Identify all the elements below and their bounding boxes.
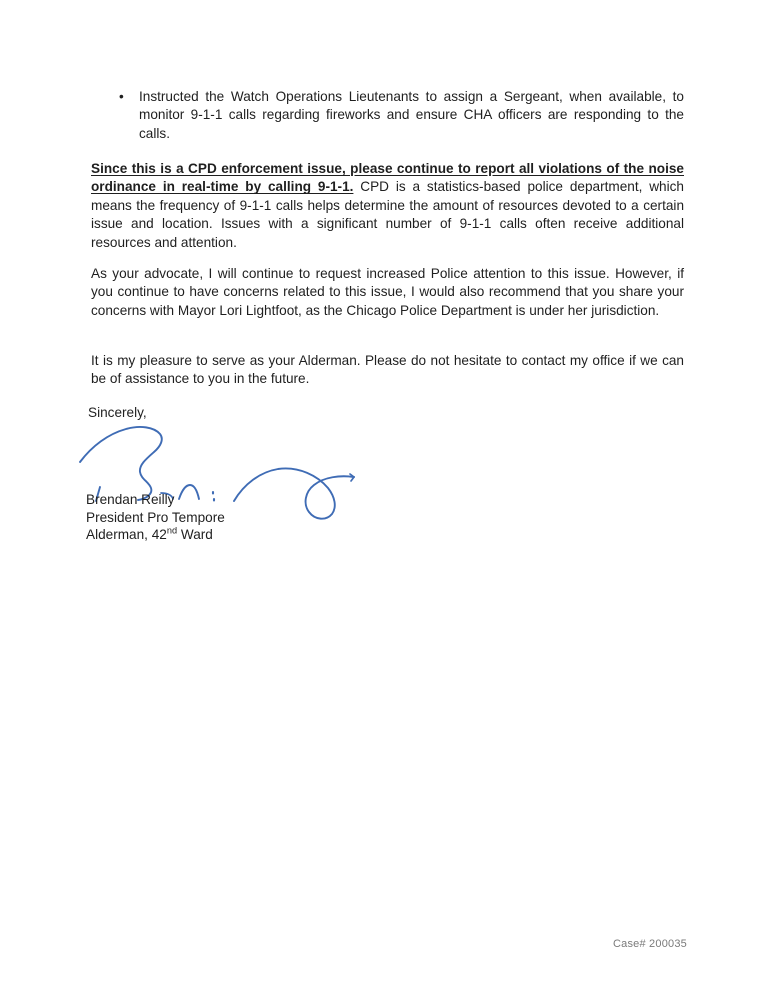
bullet-marker-icon: • (119, 89, 124, 104)
signer-ward (86, 526, 225, 544)
case-number-footer: Case# 200035 (613, 938, 687, 950)
bullet-item-text: Instructed the Watch Operations Lieutenants to assign a Sergeant, when available, to monitor 9-1-1 calls regarding fireworks and ensure CHA officers are responding to the calls. (139, 89, 684, 141)
enforcement-lead-emphasis: Since this is a CPD enforcement issue, please continue to report all violations of the noise ordinance in real-time by calling 9-1-1. (91, 161, 684, 195)
signer-title: President Pro Tempore (86, 509, 225, 525)
ward-suffix: Ward (177, 527, 213, 543)
closing-salutation: Sincerely, (88, 405, 147, 420)
paragraph-enforcement (91, 160, 684, 252)
signer-name: Brendan Reilly (86, 492, 175, 507)
bullet-list (118, 88, 684, 143)
enforcement-body-text: CPD is a statistics-based police department, which means the frequency of 9-1-1 calls helps determine the amount of resources devoted to a certain issue and location. Issues with a significant number of 9-1-1 calls often receive additional resources and attention. (91, 179, 684, 250)
ward-prefix: Alderman, 42 (86, 527, 167, 543)
signature-block (86, 491, 225, 544)
paragraph-advocate: As your advocate, I will continue to request increased Police attention to this issue. However, if you continue to have concerns related to this issue, I would also recommend that you share your concerns with Mayor Lori Lightfoot, as the Chicago Police Department is under her jurisdiction. (91, 266, 684, 318)
ward-ordinal: nd (166, 525, 178, 536)
list-item (118, 88, 684, 143)
paragraph-closing-offer: It is my pleasure to serve as your Alderman. Please do not hesitate to contact my office if we can be of assistance to you in the future. (91, 353, 684, 387)
